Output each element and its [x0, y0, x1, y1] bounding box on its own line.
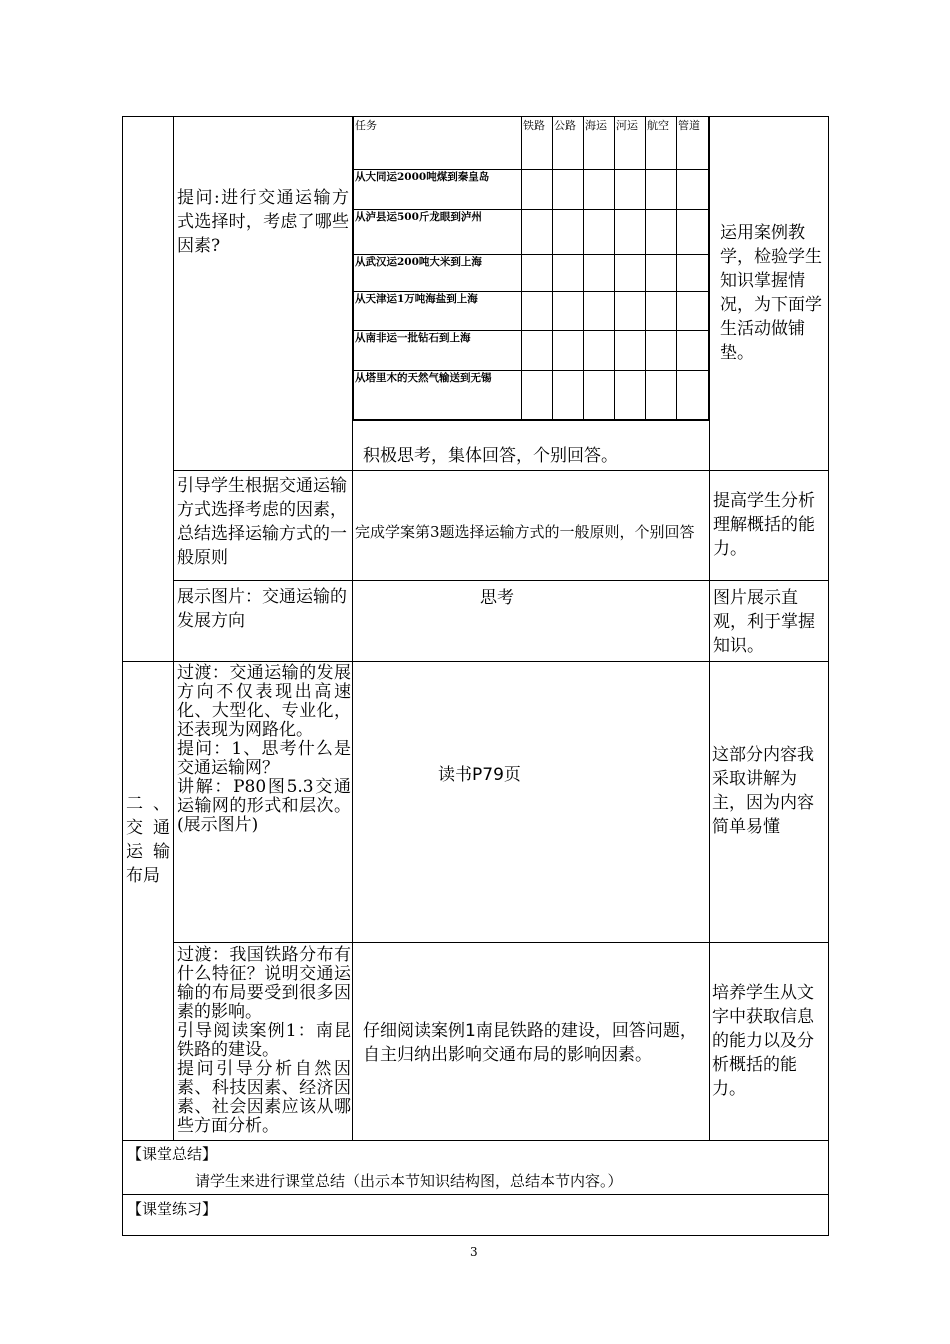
- student-think: 思考: [480, 588, 514, 608]
- lecture-text: 讲解：P80图5.3交通运输网的形式和层次。(展示图片): [177, 777, 351, 835]
- table-border-bottom: [122, 1235, 829, 1236]
- header-ocean: 海运: [585, 119, 607, 132]
- header-task: 任务: [355, 119, 377, 132]
- question-factors: 提问:进行交通运输方式选择时，考虑了哪些因素?: [177, 188, 349, 256]
- summary-content: 请学生来进行课堂总结（出示本节知识结构图，总结本节内容。）: [195, 1172, 623, 1190]
- header-railway: 铁路: [523, 119, 545, 132]
- transition-text: 过渡：交通运输的发展方向不仅表现出高速化、大型化、专业化，还表现为网路化。: [177, 663, 351, 740]
- practice-title: 【课堂练习】: [127, 1200, 218, 1218]
- guide-case-text: 引导阅读案例1：南昆铁路的建设。: [177, 1021, 351, 1060]
- summary-title: 【课堂总结】: [127, 1145, 218, 1163]
- task-row: 从塔里木的天然气输送到无锡: [355, 372, 492, 384]
- guide-summary: 引导学生根据交通运输方式选择考虑的因素，总结选择运输方式的一般原则: [177, 476, 347, 568]
- task-row: 从天津运1万吨海盐到上海: [355, 293, 478, 305]
- header-air: 航空: [647, 119, 669, 132]
- intent-cultivate: 培养学生从文字中获取信息的能力以及分析概括的能力。: [712, 983, 814, 1099]
- header-pipeline: 管道: [678, 119, 700, 132]
- task-row: 从大同运2000吨煤到秦皇岛: [355, 171, 490, 183]
- network-block: [177, 664, 351, 835]
- transition-text: 过渡：我国铁路分布有什么特征？说明交通运输的布局要受到很多因素的影响。: [177, 945, 351, 1022]
- task-row: 从武汉运200吨大米到上海: [355, 256, 482, 268]
- table-border-left: [122, 116, 123, 1236]
- row-divider: [122, 661, 829, 662]
- row-divider: [173, 470, 829, 471]
- intent-analysis: 提高学生分析理解概括的能力。: [713, 491, 815, 559]
- question-text: 提问：1、思考什么是交通运输网？: [177, 739, 351, 778]
- intent-case-teaching: 运用案例教学，检验学生知识掌握情况，为下面学生活动做铺垫。: [720, 223, 822, 363]
- row-divider: [173, 580, 829, 581]
- column-divider: [173, 116, 174, 1140]
- task-row: 从南非运一批钻石到上海: [355, 332, 471, 344]
- student-active-thinking: 积极思考，集体回答，个别回答。: [363, 446, 618, 466]
- row-divider: [122, 1140, 829, 1141]
- table-border-right: [828, 116, 829, 1236]
- intent-picture: 图片展示直观，利于掌握知识。: [713, 588, 815, 656]
- page-number: 3: [470, 1245, 478, 1259]
- layout-block: [177, 946, 351, 1136]
- student-complete: [355, 521, 705, 543]
- task-row: 从泸县运500斤龙眼到泸州: [355, 211, 482, 223]
- row-divider: [122, 1194, 829, 1195]
- complete-rest: 第3题选择运输方式的一般原则，个别回答: [415, 523, 695, 541]
- complete-prefix: 完成学案: [355, 523, 416, 541]
- section-label: 二、交通运输布局: [126, 794, 170, 886]
- header-highway: 公路: [554, 119, 576, 132]
- question-text: 提问引导分析自然因素、科技因素、经济因素、社会因素应该从哪些方面分析。: [177, 1059, 351, 1136]
- transport-task-table: [353, 117, 710, 421]
- show-picture: 展示图片：交通运输的发展方向: [177, 587, 347, 631]
- intent-lecture: 这部分内容我采取讲解为主，因为内容简单易懂: [712, 745, 814, 837]
- row-divider: [173, 942, 829, 943]
- student-read-case: 仔细阅读案例1南昆铁路的建设，回答问题，自主归纳出影响交通布局的影响因素。: [363, 1021, 697, 1065]
- student-read-book: 读书P79页: [438, 765, 521, 785]
- header-river: 河运: [616, 119, 638, 132]
